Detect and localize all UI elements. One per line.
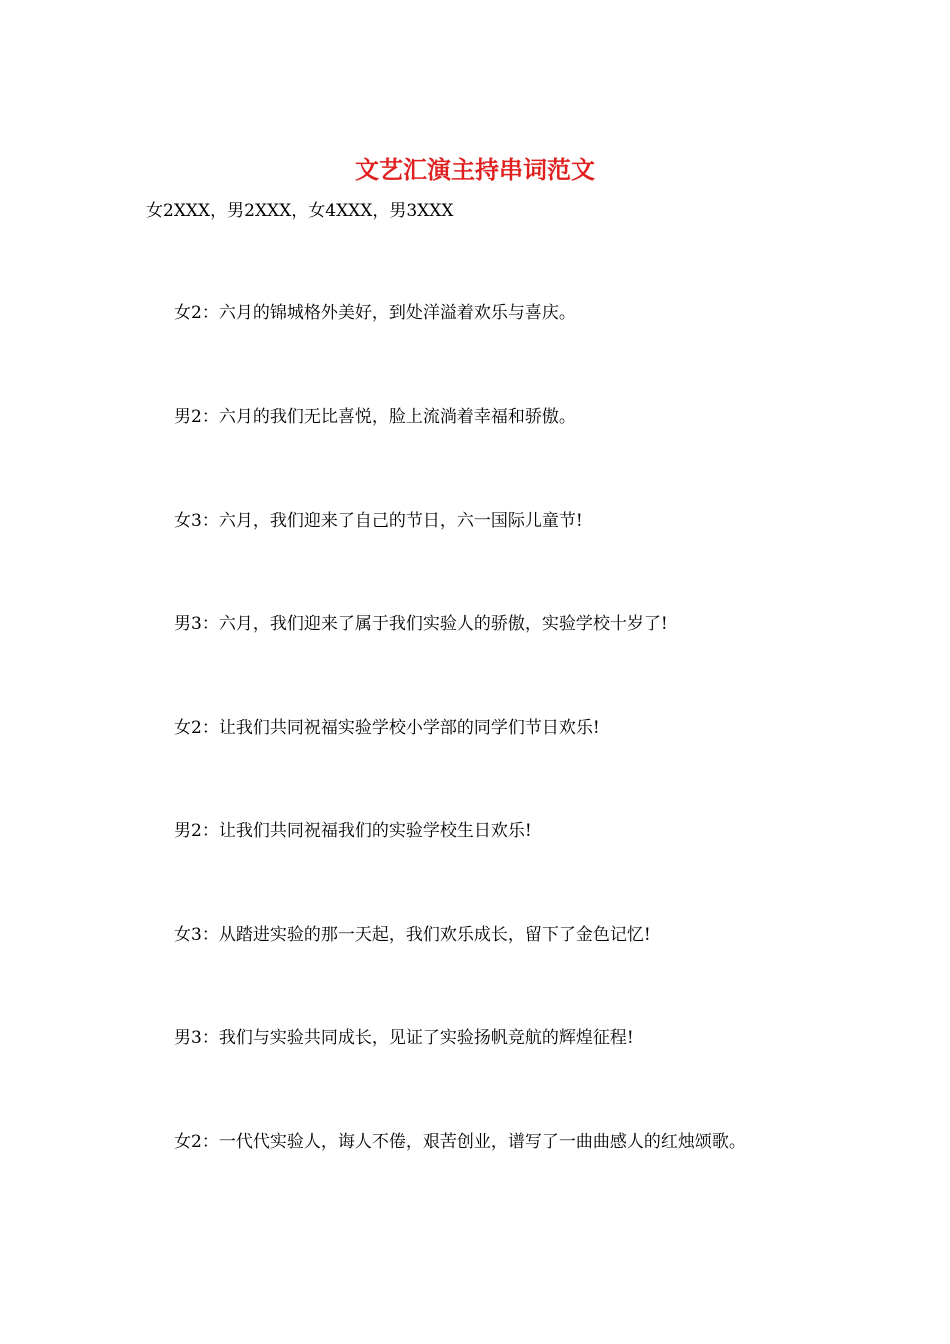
script-line: 女3：六月，我们迎来了自己的节日，六一国际儿童节! xyxy=(174,511,583,531)
script-line: 女3：从踏进实验的那一天起，我们欢乐成长，留下了金色记忆! xyxy=(174,925,651,945)
script-line: 男3：我们与实验共同成长，见证了实验扬帆竞航的辉煌征程! xyxy=(174,1028,634,1048)
script-line: 女2：一代代实验人，诲人不倦，艰苦创业，谱写了一曲曲感人的红烛颂歌。 xyxy=(174,1132,746,1152)
script-line: 男3：六月，我们迎来了属于我们实验人的骄傲，实验学校十岁了! xyxy=(174,614,668,634)
cast-list: 女2XXX，男2XXX，女4XXX，男3XXX xyxy=(146,201,454,221)
script-line: 女2：六月的锦城格外美好，到处洋溢着欢乐与喜庆。 xyxy=(174,303,576,323)
script-line: 女2：让我们共同祝福实验学校小学部的同学们节日欢乐! xyxy=(174,718,600,738)
document-title: 文艺汇演主持串词范文 xyxy=(355,155,595,184)
script-line: 男2：让我们共同祝福我们的实验学校生日欢乐! xyxy=(174,821,532,841)
script-line: 男2：六月的我们无比喜悦，脸上流淌着幸福和骄傲。 xyxy=(174,407,576,427)
